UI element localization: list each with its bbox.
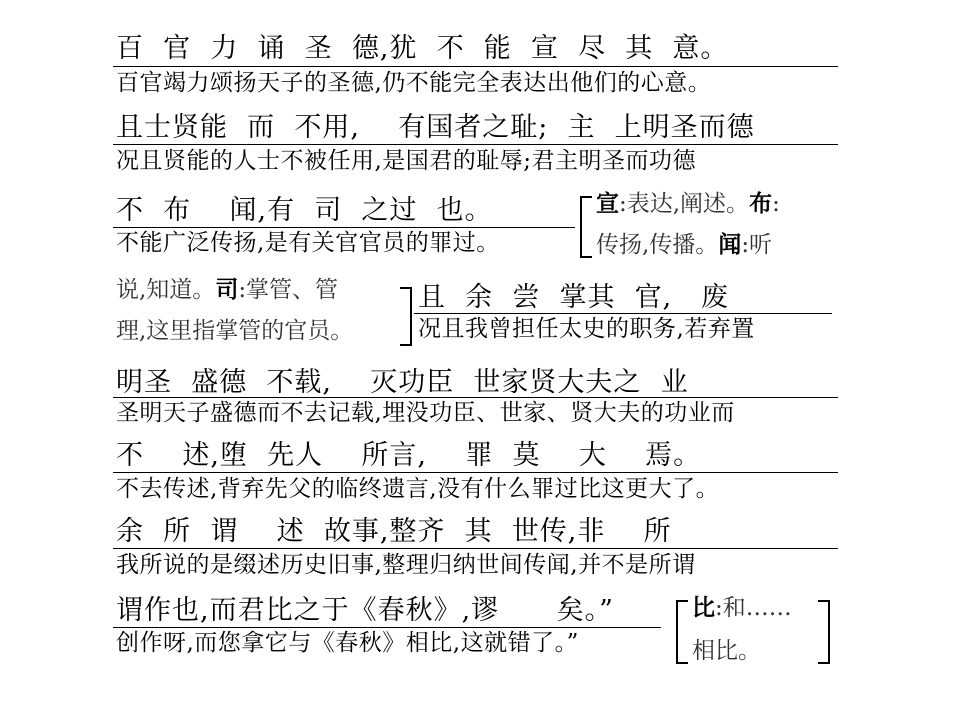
note-bracket-left-1 <box>580 196 592 258</box>
translation-line-7: 我所说的是缀述历史旧事,整理归纳世间传闻,并不是所谓 <box>116 552 696 578</box>
note-bracket-right-2 <box>400 287 412 346</box>
original-text-line-6: 不 述,堕 先人 所言, 罪 莫 大 焉。 <box>116 440 702 471</box>
translation-line-3: 不能广泛传扬,是有关官官员的罪过。 <box>116 230 500 256</box>
original-text-line-5: 明圣 盛德 不载, 灭功臣 世家贤大夫之 业 <box>116 367 689 398</box>
annotation-note-3-line-2: 相比。 <box>692 638 761 664</box>
translation-line-1: 百官竭力颂扬天子的圣德,仍不能完全表达出他们的心意。 <box>116 70 712 96</box>
underline-5 <box>113 397 838 398</box>
note-bracket-left-3 <box>676 600 688 664</box>
annotation-note-1-line-2: 传扬,传播。闻:听 <box>596 232 773 258</box>
original-text-line-7: 余 所 谓 述 故事,整齐 其 世传,非 所 <box>116 516 672 547</box>
translation-line-8: 创作呀,而您拿它与《春秋》相比,这就错了。” <box>116 630 579 656</box>
translation-line-4: 况且我曾担任太史的职务,若弃置 <box>418 316 755 342</box>
original-text-line-1: 百 官 力 诵 圣 德,犹 不 能 宣 尽 其 意。 <box>116 33 729 64</box>
annotation-note-2-line-1: 说,知道。司:掌管、管 <box>116 277 339 303</box>
underline-4 <box>414 313 832 314</box>
translation-line-2: 况且贤能的人士不被任用,是国君的耻辱;君主明圣而功德 <box>116 148 697 174</box>
annotation-note-3-line-1: 比:和…… <box>692 595 792 621</box>
underline-7 <box>113 548 838 549</box>
note-bracket-right-3 <box>818 600 830 664</box>
underline-3 <box>113 227 575 228</box>
original-text-line-2: 且士贤能 而 不用, 有国者之耻; 主 上明圣而德 <box>116 112 755 143</box>
underline-2 <box>113 144 838 145</box>
original-text-line-3: 不 布 闻,有 司 之过 也。 <box>116 195 493 226</box>
underline-1 <box>113 66 838 67</box>
translation-line-6: 不去传述,背弃先父的临终遗言,没有什么罪过比这更大了。 <box>116 476 720 502</box>
original-text-line-8: 谓作也,而君比之于《春秋》,谬 矣。” <box>116 595 614 626</box>
underline-6 <box>113 472 838 473</box>
original-text-line-4: 且 余 尝 掌其 官, 废 <box>418 282 729 313</box>
annotation-note-2-line-2: 理,这里指掌管的官员。 <box>116 318 354 344</box>
annotation-note-1-line-1: 宣:表达,阐述。布: <box>596 191 780 217</box>
underline-8 <box>113 627 661 628</box>
translation-line-5: 圣明天子盛德而不去记载,埋没功臣、世家、贤大夫的功业而 <box>116 400 735 426</box>
